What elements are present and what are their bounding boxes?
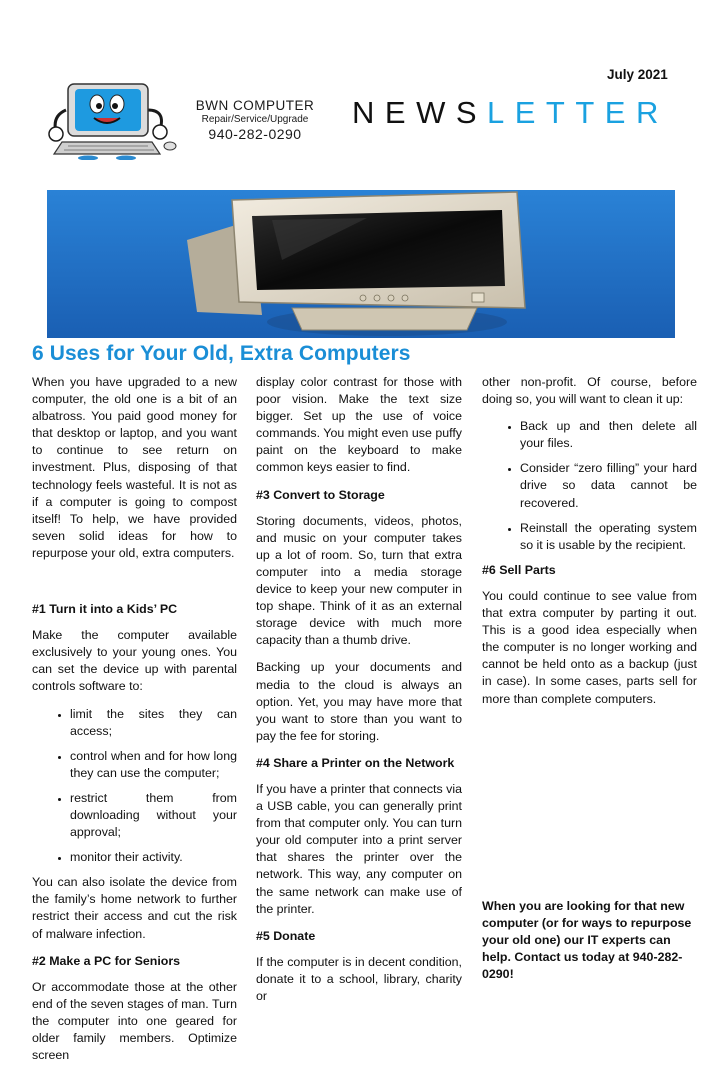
section-heading: #5 Donate: [256, 928, 316, 943]
list-item: • limit the sites they can access;: [70, 706, 237, 740]
hero-image: [47, 190, 675, 338]
section-heading: #6 Sell Parts: [482, 562, 556, 577]
paragraph: display color contrast for those with poor vision. Make the text size bigger. Set up the use of voice commands. You might even use puffy paint on the keyboard to make common keys easier to find.: [256, 375, 462, 475]
crt-monitor-icon: [47, 190, 675, 338]
issue-date: July 2021: [607, 67, 668, 82]
list-item: • control when and for how long they can use the computer;: [70, 748, 237, 782]
list-item: • monitor their activity.: [70, 849, 237, 866]
paragraph: If the computer is in decent condition, donate it to a school, library, charity or: [256, 954, 462, 1003]
section-heading: #1 Turn it into a Kids’ PC: [32, 602, 178, 617]
company-logo: [48, 80, 338, 160]
column-2: [256, 374, 462, 1015]
paragraph: Backing up your documents and media to the cloud is always an option. Yet, you may have more that you want to store than you want to pay the fee for storing.: [256, 660, 462, 743]
paragraph: Storing documents, videos, photos, and music on your computer takes up a lot of room. So, turn that extra computer into a media storage device to keep your new computer in top shape. Think of it as an external storage device with much more capacity than a thumb drive.: [256, 513, 462, 648]
company-name: BWN COMPUTER: [195, 98, 315, 113]
newsletter-title: [352, 95, 669, 131]
section-heading: #3 Convert to Storage: [256, 487, 385, 502]
paragraph: Or accommodate those at the other end of the seven stages of man. Turn the computer into one geared for older family members. Optimize screen: [32, 979, 237, 1063]
paragraph: If you have a printer that connects via a USB cable, you can generally print from that computer only. You can turn your old computer into a print server that shares the printer over the network. This way, any computer on the same network can make use of the printer.: [256, 781, 462, 916]
title-news: NEWS: [352, 95, 487, 130]
column-1: [32, 374, 237, 1074]
list-item: • restrict them from downloading without your approval;: [70, 790, 237, 841]
section-heading: #2 Make a PC for Seniors: [32, 953, 181, 968]
bullet-list: [32, 706, 237, 867]
column-3: [482, 374, 697, 718]
paragraph: other non-profit. Of course, before doing so, you will want to clean it up:: [482, 375, 697, 407]
paragraph: You can also isolate the device from the family’s home network to further restrict their access and cut the risk of malware infection.: [32, 875, 237, 941]
title-letter: LETTER: [487, 95, 669, 130]
company-phone: 940-282-0290: [208, 126, 302, 142]
paragraph: You could continue to see value from that extra computer by parting it out. This is a good idea especially when the computer is no longer working and cannot be held onto as a backup (just in case). In some cases, parts sell for more than complete computers.: [482, 588, 697, 706]
intro-paragraph: When you have upgraded to a new computer, the old one is a bit of an albatross. You paid good money for that desktop or laptop, and you want to continue to see return on investment. Plus, disposing of that technology feels wasteful. It is not as if a computer is going to compost itself! To help, we have provided seven solid ideas for how to repurpose your old, extra computers.: [32, 375, 237, 560]
company-tagline: Repair/Service/Upgrade: [201, 114, 309, 125]
list-item: • Consider “zero filling” your hard drive so data cannot be recovered.: [520, 460, 697, 511]
computer-mascot-icon: [48, 80, 178, 160]
paragraph: Make the computer available exclusively to your young ones. You can set the device up with parental controls software to:: [32, 628, 237, 694]
article-headline: 6 Uses for Your Old, Extra Computers: [32, 342, 411, 365]
call-to-action: When you are looking for that new computer (or for ways to repurpose your old one) our IT experts can help. Contact us today at 940-282-0290!: [482, 899, 692, 982]
section-heading: #4 Share a Printer on the Network: [256, 755, 455, 770]
list-item: • Back up and then delete all your files.: [520, 418, 697, 452]
list-item: • Reinstall the operating system so it is usable by the recipient.: [520, 520, 697, 554]
bullet-list: [482, 418, 697, 554]
